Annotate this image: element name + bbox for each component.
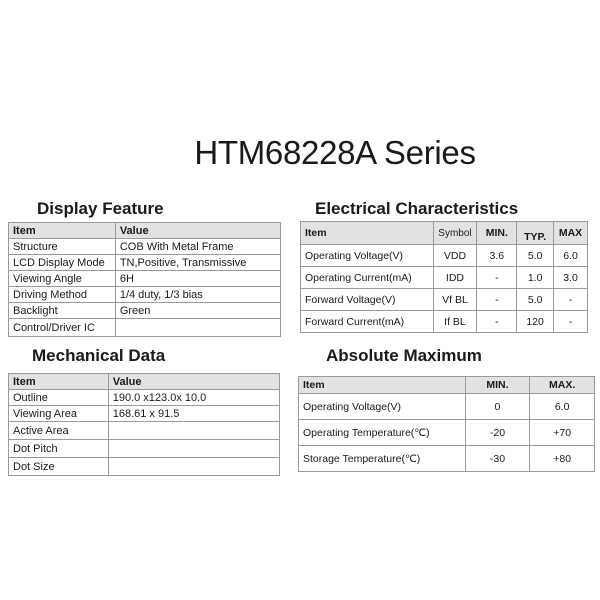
cell-item: Structure xyxy=(9,239,116,255)
cell-item: Driving Method xyxy=(9,287,116,303)
cell-item: Operating Voltage(V) xyxy=(299,394,466,420)
table-header-row xyxy=(301,222,588,245)
header-item: Item xyxy=(9,374,109,390)
cell-value: 6H xyxy=(115,271,280,287)
table-row xyxy=(299,420,595,446)
cell-typ: 120 xyxy=(517,311,554,333)
cell-max: - xyxy=(554,289,588,311)
table-row xyxy=(9,406,280,422)
cell-item: Outline xyxy=(9,390,109,406)
cell-item: Forward Voltage(V) xyxy=(301,289,434,311)
table-row xyxy=(9,319,281,337)
mechanical-heading: Mechanical Data xyxy=(32,346,166,365)
cell-value xyxy=(108,422,279,440)
table-row xyxy=(9,303,281,319)
cell-symbol: If BL xyxy=(433,311,477,333)
cell-value: 168.61 x 91.5 xyxy=(108,406,279,422)
electrical-table xyxy=(300,221,588,333)
cell-max: +70 xyxy=(530,420,595,446)
table-row xyxy=(9,440,280,458)
table-row xyxy=(9,287,281,303)
cell-min: - xyxy=(477,289,517,311)
table-row xyxy=(9,422,280,440)
cell-symbol: IDD xyxy=(433,267,477,289)
cell-min: - xyxy=(477,311,517,333)
header-symbol: Symbol xyxy=(433,222,477,245)
table-row xyxy=(301,245,588,267)
cell-max: +80 xyxy=(530,446,595,472)
header-min: MIN. xyxy=(465,377,530,394)
absolute-maximum-heading: Absolute Maximum xyxy=(326,346,482,365)
cell-max: 6.0 xyxy=(554,245,588,267)
table-row xyxy=(9,271,281,287)
display-feature-table xyxy=(8,222,281,337)
table-header-row xyxy=(299,377,595,394)
cell-symbol: VDD xyxy=(433,245,477,267)
cell-symbol: Vf BL xyxy=(433,289,477,311)
table-row xyxy=(301,267,588,289)
cell-value: Green xyxy=(115,303,280,319)
cell-item: Viewing Angle xyxy=(9,271,116,287)
cell-max: - xyxy=(554,311,588,333)
table-row xyxy=(9,255,281,271)
table-row xyxy=(299,446,595,472)
cell-item: Active Area xyxy=(9,422,109,440)
absolute-maximum-table xyxy=(298,376,595,472)
header-max: MAX. xyxy=(530,377,595,394)
cell-min: 3.6 xyxy=(477,245,517,267)
table-header-row xyxy=(9,223,281,239)
cell-item: Dot Pitch xyxy=(9,440,109,458)
mechanical-table xyxy=(8,373,280,476)
table-row xyxy=(9,458,280,476)
cell-value: 190.0 x123.0x 10.0 xyxy=(108,390,279,406)
table-row xyxy=(299,394,595,420)
cell-value: TN,Positive, Transmissive xyxy=(115,255,280,271)
page-title: HTM68228A Series xyxy=(194,134,476,171)
table-row xyxy=(9,390,280,406)
cell-item: Operating Temperature(℃) xyxy=(299,420,466,446)
table-header-row xyxy=(9,374,280,390)
cell-item: Operating Current(mA) xyxy=(301,267,434,289)
cell-item: Backlight xyxy=(9,303,116,319)
electrical-heading: Electrical Characteristics xyxy=(315,199,519,218)
header-value: Value xyxy=(108,374,279,390)
cell-max: 6.0 xyxy=(530,394,595,420)
table-row xyxy=(301,311,588,333)
cell-min: 0 xyxy=(465,394,530,420)
cell-min: - xyxy=(477,267,517,289)
header-item: Item xyxy=(299,377,466,394)
header-item: Item xyxy=(9,223,116,239)
cell-item: Operating Voltage(V) xyxy=(301,245,434,267)
cell-value xyxy=(108,458,279,476)
header-max: MAX xyxy=(554,222,588,245)
cell-typ: 5.0 xyxy=(517,245,554,267)
cell-item: Viewing Area xyxy=(9,406,109,422)
cell-value xyxy=(108,440,279,458)
table-row xyxy=(301,289,588,311)
cell-min: -20 xyxy=(465,420,530,446)
cell-item: Dot Size xyxy=(9,458,109,476)
cell-value: 1/4 duty, 1/3 bias xyxy=(115,287,280,303)
table-row xyxy=(9,239,281,255)
header-typ: TYP. xyxy=(517,222,554,245)
header-item: Item xyxy=(301,222,434,245)
cell-item: LCD Display Mode xyxy=(9,255,116,271)
header-min: MIN. xyxy=(477,222,517,245)
cell-max: 3.0 xyxy=(554,267,588,289)
cell-item: Storage Temperature(℃) xyxy=(299,446,466,472)
cell-item: Control/Driver IC xyxy=(9,319,116,337)
cell-typ: 5.0 xyxy=(517,289,554,311)
cell-typ: 1.0 xyxy=(517,267,554,289)
cell-value xyxy=(115,319,280,337)
header-value: Value xyxy=(115,223,280,239)
cell-item: Forward Current(mA) xyxy=(301,311,434,333)
cell-value: COB With Metal Frame xyxy=(115,239,280,255)
display-feature-heading: Display Feature xyxy=(37,199,164,218)
cell-min: -30 xyxy=(465,446,530,472)
